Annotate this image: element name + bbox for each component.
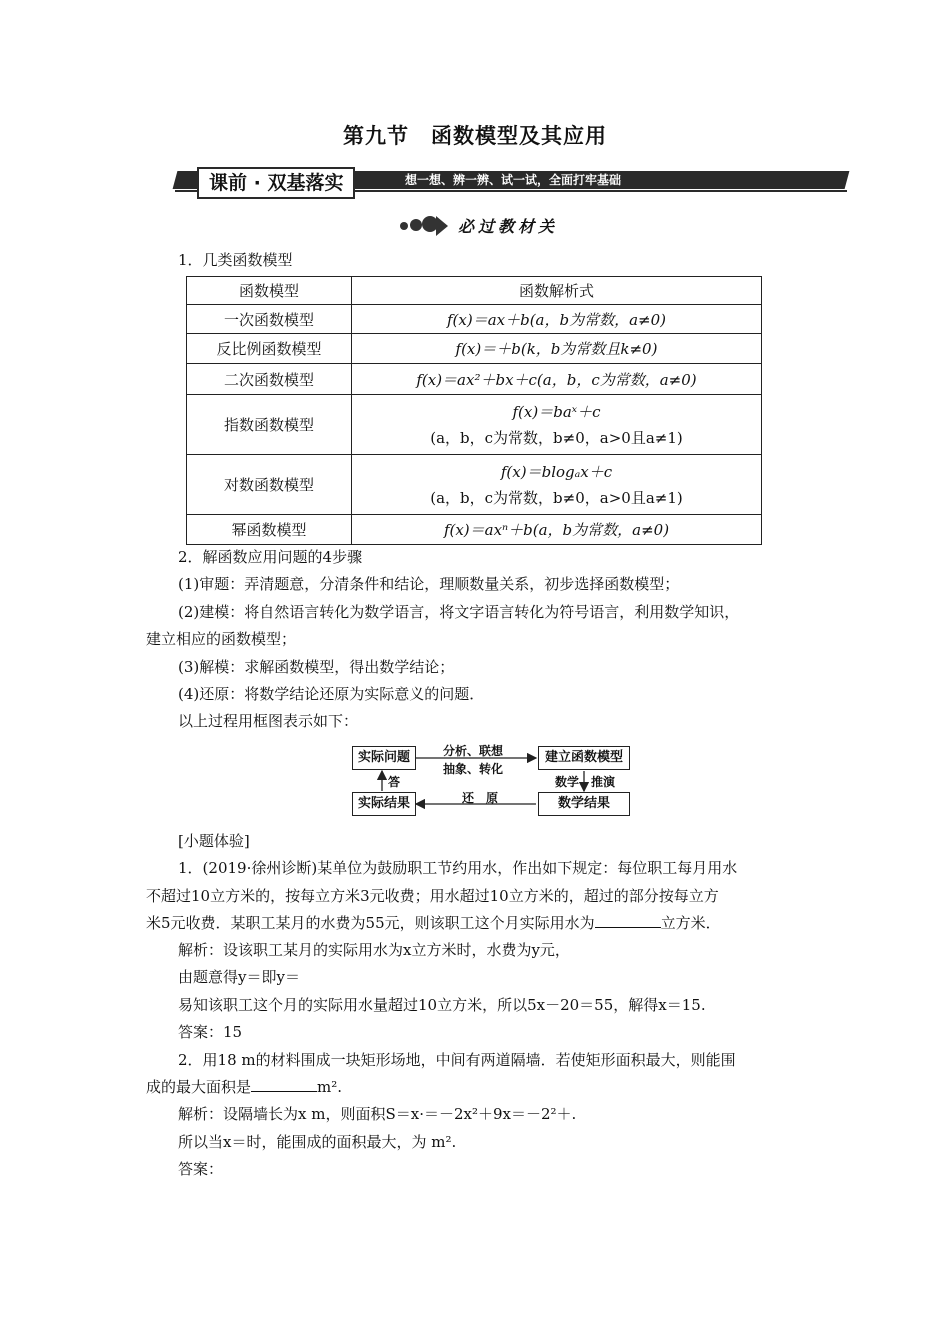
flow-box-math-result: 数学结果 bbox=[538, 792, 630, 816]
table-header-cell: 函数模型 bbox=[187, 277, 352, 305]
banner-main-label: 课前 · 双基落实 bbox=[197, 167, 355, 199]
model-name: 指数函数模型 bbox=[187, 395, 352, 455]
answer-blank bbox=[595, 913, 661, 928]
formula-condition: (a，b，c为常数，b≠0，a>0且a≠1) bbox=[430, 488, 683, 507]
flow-box-build-model: 建立函数模型 bbox=[538, 746, 630, 770]
model-formula: f(x)＝ax＋b(a，b为常数，a≠0) bbox=[352, 305, 762, 334]
section-2-heading: 2．解函数应用问题的4步骤 bbox=[178, 548, 363, 566]
solution-line: 解析：设隔墙长为x m，则面积S＝x·＝－2x²＋9x＝－2²＋. bbox=[178, 1105, 577, 1123]
model-name: 一次函数模型 bbox=[187, 305, 352, 334]
flow-box-actual-problem: 实际问题 bbox=[352, 746, 416, 770]
table-row bbox=[187, 305, 762, 334]
model-name: 幂函数模型 bbox=[187, 515, 352, 545]
badge-arrow-icon bbox=[436, 216, 448, 236]
table-row bbox=[187, 364, 762, 395]
step-text: (4)还原：将数学结论还原为实际意义的问题． bbox=[178, 685, 485, 703]
model-formula: f(x)＝axⁿ＋b(a，b为常数，a≠0) bbox=[352, 515, 762, 545]
table-row bbox=[187, 395, 762, 455]
solution-line: 所以当x＝时，能围成的面积最大，为 m². bbox=[178, 1133, 457, 1151]
section-1-heading: 1．几类函数模型 bbox=[178, 251, 293, 269]
section-banner bbox=[175, 168, 847, 194]
answer-line: 答案：15 bbox=[178, 1023, 243, 1041]
flow-box-actual-result: 实际结果 bbox=[352, 792, 416, 816]
question-2-text: 成的最大面积是 bbox=[146, 1078, 252, 1096]
model-formula: f(x)＝ax²＋bx＋c(a，b，c为常数，a≠0) bbox=[352, 364, 762, 395]
formula-line: f(x)＝baˣ＋c bbox=[512, 402, 601, 421]
answer-blank bbox=[251, 1077, 317, 1092]
table-row bbox=[187, 334, 762, 364]
flow-label-derive: 数学 推演 bbox=[555, 775, 616, 789]
question-1-line: 1．(2019·徐州诊断)某单位为鼓励职工节约用水，作出如下规定：每位职工每月用水 bbox=[178, 859, 738, 877]
question-1-line: 不超过10立方米的，按每立方米3元收费；用水超过10立方米的，超过的部分按每立方 bbox=[146, 887, 719, 905]
step-text: (2)建模：将自然语言转化为数学语言，将文字语言转化为符号语言，利用数学知识， bbox=[178, 603, 740, 621]
model-name: 二次函数模型 bbox=[187, 364, 352, 395]
page-title: 第九节 函数模型及其应用 bbox=[343, 123, 607, 148]
question-1-line-3 bbox=[146, 913, 721, 933]
question-1-text: 米5元收费．某职工某月的水费为55元，则该职工这个月实际用水为 bbox=[146, 914, 595, 932]
practice-header: [小题体验] bbox=[178, 832, 250, 850]
question-2-unit: m². bbox=[317, 1078, 343, 1096]
question-2-line: 2．用18 m的材料围成一块矩形场地，中间有两道隔墙．若使矩形面积最大，则能围 bbox=[178, 1051, 736, 1069]
process-flowchart bbox=[350, 743, 630, 819]
step-text: (1)审题：弄清题意，分清条件和结论，理顺数量关系，初步选择函数模型； bbox=[178, 575, 680, 593]
formula-condition: (a，b，c为常数，b≠0，a>0且a≠1) bbox=[430, 428, 683, 447]
badge-dot-small bbox=[400, 222, 408, 230]
step-text: 以上过程用框图表示如下： bbox=[178, 712, 359, 730]
banner-sub-label: 想一想、辨一辨、试一试，全面打牢基础 bbox=[405, 173, 622, 187]
flow-label-analyze: 分析、联想 bbox=[443, 744, 504, 758]
step-text: (3)解模：求解函数模型，得出数学结论； bbox=[178, 658, 455, 676]
badge-label: 必过教材关 bbox=[458, 217, 559, 236]
step-text: 建立相应的函数模型； bbox=[146, 630, 297, 648]
table-header-cell: 函数解析式 bbox=[352, 277, 762, 305]
question-1-unit: 立方米． bbox=[660, 914, 721, 932]
table-row bbox=[187, 455, 762, 515]
model-formula: f(x)＝＋b(k，b为常数且k≠0) bbox=[352, 334, 762, 364]
answer-line: 答案： bbox=[178, 1160, 224, 1178]
model-formula bbox=[352, 395, 762, 455]
flow-label-answer: 答 bbox=[388, 775, 401, 789]
solution-line: 解析：设该职工某月的实际用水为x立方米时，水费为y元， bbox=[178, 941, 570, 959]
table-row bbox=[187, 515, 762, 545]
flow-label-abstract: 抽象、转化 bbox=[443, 762, 504, 776]
question-2-line-2 bbox=[146, 1077, 342, 1097]
formula-line: f(x)＝blogₐx＋c bbox=[500, 462, 613, 481]
solution-line: 易知该职工这个月的实际用水量超过10立方米，所以5x－20＝55，解得x＝15. bbox=[178, 996, 706, 1014]
model-name: 对数函数模型 bbox=[187, 455, 352, 515]
model-formula bbox=[352, 455, 762, 515]
model-name: 反比例函数模型 bbox=[187, 334, 352, 364]
function-models-table bbox=[186, 276, 762, 545]
flow-label-restore: 还 原 bbox=[462, 791, 499, 805]
badge-dot-medium bbox=[410, 219, 422, 231]
solution-line: 由题意得y＝即y＝ bbox=[178, 968, 300, 986]
table-header-row bbox=[187, 277, 762, 305]
